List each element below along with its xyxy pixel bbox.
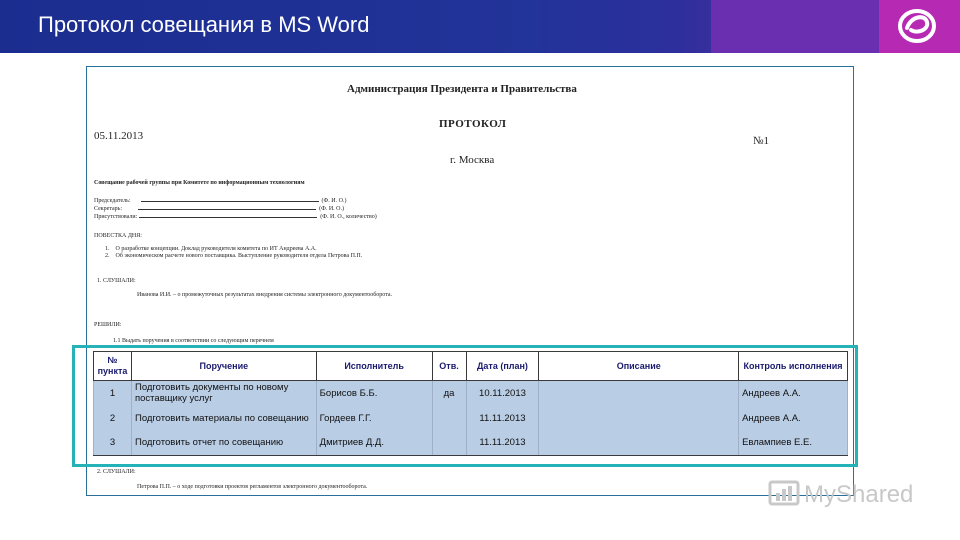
cell-executor: Гордеев Г.Г. bbox=[316, 406, 432, 431]
heard-1-text: Иванова И.И. – о промежуточных результатах внедрения системы электронного документооборота. bbox=[137, 292, 393, 298]
protocol-heading: ПРОТОКОЛ bbox=[439, 118, 507, 130]
header-description: Описание bbox=[539, 352, 739, 381]
organization-heading: Администрация Президента и Правительства bbox=[347, 83, 577, 95]
role-hint: (Ф. И. О., количество) bbox=[320, 214, 377, 220]
cell-executor: Борисов Б.Б. bbox=[316, 381, 432, 406]
protocol-city: г. Москва bbox=[450, 154, 495, 166]
cell-task: Подготовить отчет по совещанию bbox=[131, 431, 316, 456]
agenda-item-text: О разработке концепции. Доклад руководителя комитета по ИТ Андреева А.А. bbox=[115, 246, 317, 252]
cell-date: 10.11.2013 bbox=[466, 381, 539, 406]
header-planned-date: Дата (план) bbox=[466, 352, 539, 381]
agenda-item-text: Об экономическом расчете нового поставщика. Выступление руководителя отдела Петрова П.П. bbox=[115, 253, 363, 259]
heard-1-label: 1. СЛУШАЛИ: bbox=[97, 278, 136, 284]
role-attendees bbox=[94, 214, 377, 220]
watermark bbox=[768, 478, 928, 512]
watermark-chart-icon bbox=[768, 478, 802, 510]
agenda-item bbox=[105, 246, 317, 252]
header-item-number: № пункта bbox=[94, 352, 132, 381]
watermark-text: MyShared bbox=[804, 481, 914, 508]
agenda-item bbox=[105, 253, 362, 259]
cell-number: 1 bbox=[94, 381, 132, 406]
role-label: Присутствовали: bbox=[94, 214, 138, 220]
heard-2-text: Петрова П.П. – о ходе подготовки проектов регламентов электронного документооборота. bbox=[137, 484, 368, 490]
cell-number: 3 bbox=[94, 431, 132, 456]
cell-date: 11.11.2013 bbox=[466, 431, 539, 456]
role-hint: (Ф. И. О.) bbox=[321, 198, 347, 204]
slide-title: Протокол совещания в MS Word bbox=[38, 12, 370, 37]
cell-control: Андреев А.А. bbox=[739, 406, 848, 431]
cell-responsible: да bbox=[432, 381, 466, 406]
role-hint: (Ф. И. О.) bbox=[319, 206, 344, 212]
protocol-number: №1 bbox=[753, 135, 769, 147]
cell-control: Андреев А.А. bbox=[739, 381, 848, 406]
header-responsible: Отв. bbox=[432, 352, 466, 381]
header-band-purple bbox=[711, 0, 879, 53]
role-label: Председатель: bbox=[94, 198, 131, 204]
role-label: Секретарь: bbox=[94, 206, 123, 212]
cell-task: Подготовить документы по новому поставщику услуг bbox=[131, 381, 316, 406]
brand-logo-icon bbox=[893, 4, 941, 48]
table-highlight-frame bbox=[72, 345, 858, 467]
header-executor: Исполнитель bbox=[316, 352, 432, 381]
role-chairman bbox=[94, 198, 346, 204]
heard-2-label: 2. СЛУШАЛИ: bbox=[97, 469, 136, 475]
agenda-label: ПОВЕСТКА ДНЯ: bbox=[94, 233, 142, 239]
header-task: Поручение bbox=[131, 352, 316, 381]
protocol-date: 05.11.2013 bbox=[94, 130, 144, 142]
agenda-item-number: 2. bbox=[105, 253, 110, 259]
cell-number: 2 bbox=[94, 406, 132, 431]
slide-header bbox=[0, 0, 960, 53]
cell-task: Подготовить материалы по совещанию bbox=[131, 406, 316, 431]
decided-item: 1.1 Выдать поручения в соответствии со следующим перечнем bbox=[113, 338, 274, 344]
header-control: Контроль исполнения bbox=[739, 352, 848, 381]
decided-label: РЕШИЛИ: bbox=[94, 322, 122, 328]
meeting-title: Совещание рабочей группы при Комитете по информационным технологиям bbox=[94, 180, 305, 186]
cell-executor: Дмитриев Д.Д. bbox=[316, 431, 432, 456]
agenda-item-number: 1. bbox=[105, 246, 110, 252]
cell-control: Евлампиев Е.Е. bbox=[739, 431, 848, 456]
role-secretary bbox=[94, 206, 344, 212]
cell-date: 11.11.2013 bbox=[466, 406, 539, 431]
